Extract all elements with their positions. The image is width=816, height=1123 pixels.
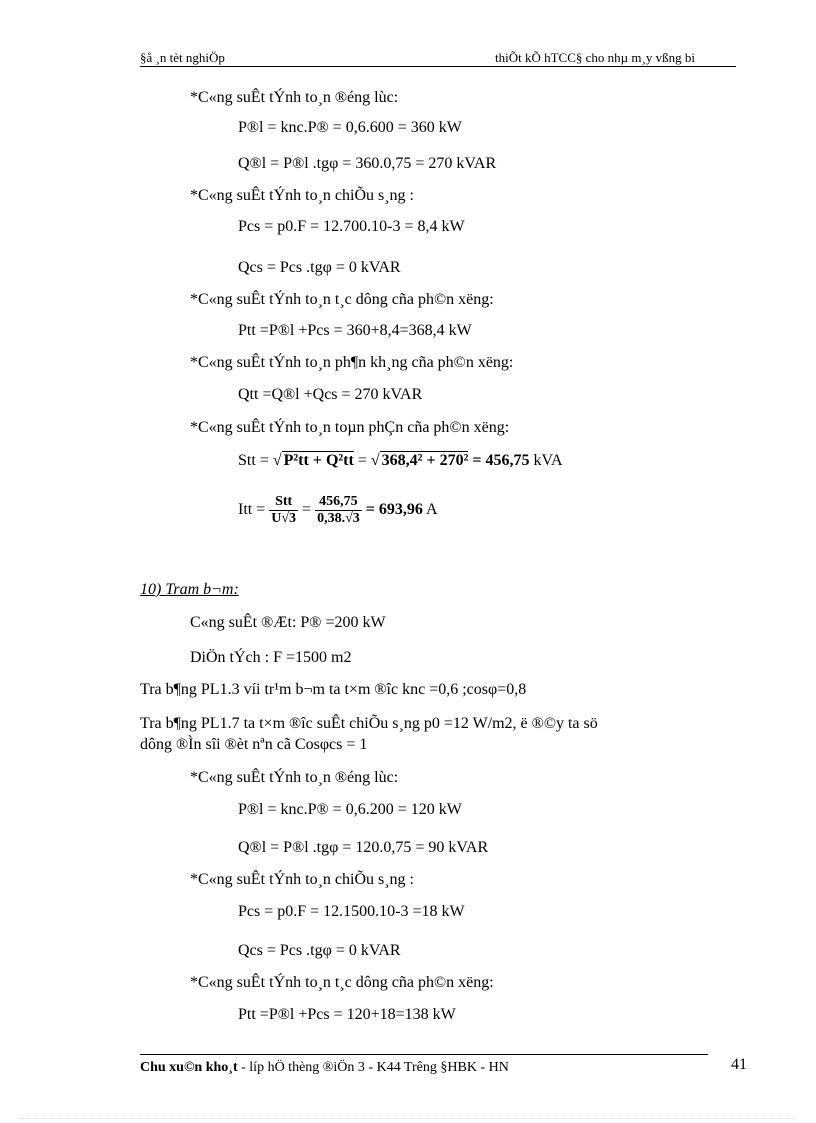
- text-line: Tra b¶ng PL1.3 víi tr¹m b¬m ta t×m ®îc knc =0,6 ;cosφ=0,8: [140, 681, 527, 698]
- text-line: DiÖn tÝch : F =1500 m2: [190, 649, 352, 666]
- formula-i-lhs: Itt =: [238, 501, 266, 519]
- formula-s-radicand-2: 368,4² + 270²: [381, 452, 469, 469]
- text-line: Pcs = p0.F = 12.1500.10-3 =18 kW: [238, 903, 465, 920]
- formula-i-unit: A: [426, 501, 438, 519]
- page-bottom-dots: [20, 1118, 796, 1119]
- fraction-2: [315, 494, 362, 527]
- text-line: *C«ng suÊt tÝnh to¸n t¸c dông cña ph©n xëng:: [190, 974, 494, 991]
- text-line: Pcs = p0.F = 12.700.10-3 = 8,4 kW: [238, 218, 465, 235]
- page-header-left: §å ¸n tèt nghiÖp: [140, 50, 225, 65]
- text-line: Q®l = P®l .tgφ = 360.0,75 = 270 kVAR: [238, 155, 497, 172]
- footer-divider: [140, 1054, 708, 1055]
- text-line: dông ®Ìn sîi ®èt nªn cã Cosφcs = 1: [140, 736, 368, 753]
- section-title: 10) Tram b¬m:: [140, 581, 239, 598]
- text-line: *C«ng suÊt tÝnh to¸n chiÕu s¸ng :: [190, 871, 414, 888]
- fraction-2-numerator: 456,75: [315, 494, 362, 511]
- formula-s-unit: kVA: [533, 452, 563, 469]
- text-line: *C«ng suÊt tÝnh to¸n ®éng lùc:: [190, 769, 399, 786]
- equals-sign: =: [302, 501, 312, 519]
- formula-s-result: = 456,75: [472, 452, 530, 469]
- text-line: P®l = knc.P® = 0,6.200 = 120 kW: [238, 801, 462, 818]
- formula-s-lhs: Stt =: [238, 452, 269, 469]
- sqrt-symbol: √: [370, 452, 380, 469]
- equals-sign: =: [357, 452, 367, 469]
- text-line: Ptt =P®l +Pcs = 360+8,4=368,4 kW: [238, 322, 472, 339]
- text-line: Q®l = P®l .tgφ = 120.0,75 = 90 kVAR: [238, 839, 489, 856]
- formula-i-result: = 693,96: [365, 501, 423, 519]
- formula-apparent-power: [238, 452, 563, 470]
- text-line: Qcs = Pcs .tgφ = 0 kVAR: [238, 942, 401, 959]
- fraction-1: [269, 494, 298, 527]
- sqrt-symbol: √: [272, 452, 282, 469]
- fraction-2-denominator: 0,38.√3: [317, 511, 360, 526]
- formula-current: [238, 494, 438, 527]
- footer-author: Chu xu©n kho¸t: [140, 1060, 238, 1075]
- fraction-1-denominator: U√3: [271, 511, 297, 526]
- text-line: *C«ng suÊt tÝnh to¸n ph¶n kh¸ng cña ph©n xëng:: [190, 354, 514, 371]
- text-line: Tra b¶ng PL1.7 ta t×m ®îc suÊt chiÕu s¸ng p0 =12 W/m2, ë ®©y ta sö: [140, 715, 598, 732]
- page-number: 41: [731, 1056, 747, 1073]
- text-line: *C«ng suÊt tÝnh to¸n chiÕu s¸ng :: [190, 187, 414, 204]
- text-line: C«ng suÊt ®Æt: P® =200 kW: [190, 614, 386, 631]
- fraction-1-numerator: Stt: [269, 494, 298, 511]
- text-line: Ptt =P®l +Pcs = 120+18=138 kW: [238, 1006, 456, 1023]
- text-line: Qcs = Pcs .tgφ = 0 kVAR: [238, 259, 401, 276]
- header-divider: [140, 66, 736, 67]
- page-footer: [140, 1060, 509, 1076]
- text-line: *C«ng suÊt tÝnh to¸n ®éng lùc:: [190, 89, 399, 106]
- text-line: Qtt =Q®l +Qcs = 270 kVAR: [238, 386, 423, 403]
- text-line: *C«ng suÊt tÝnh to¸n t¸c dông cña ph©n xëng:: [190, 291, 494, 308]
- footer-text: - líp hÖ thèng ®iÖn 3 - K44 Trêng §HBK - HN: [237, 1060, 509, 1075]
- text-line: *C«ng suÊt tÝnh to¸n toµn phÇn cña ph©n xëng:: [190, 419, 510, 436]
- page-header-right: thiÕt kÕ hTCC§ cho nhµ m¸y vßng bi: [495, 50, 695, 65]
- text-line: P®l = knc.P® = 0,6.600 = 360 kW: [238, 119, 462, 136]
- formula-s-radicand-1: P²tt + Q²tt: [283, 452, 354, 469]
